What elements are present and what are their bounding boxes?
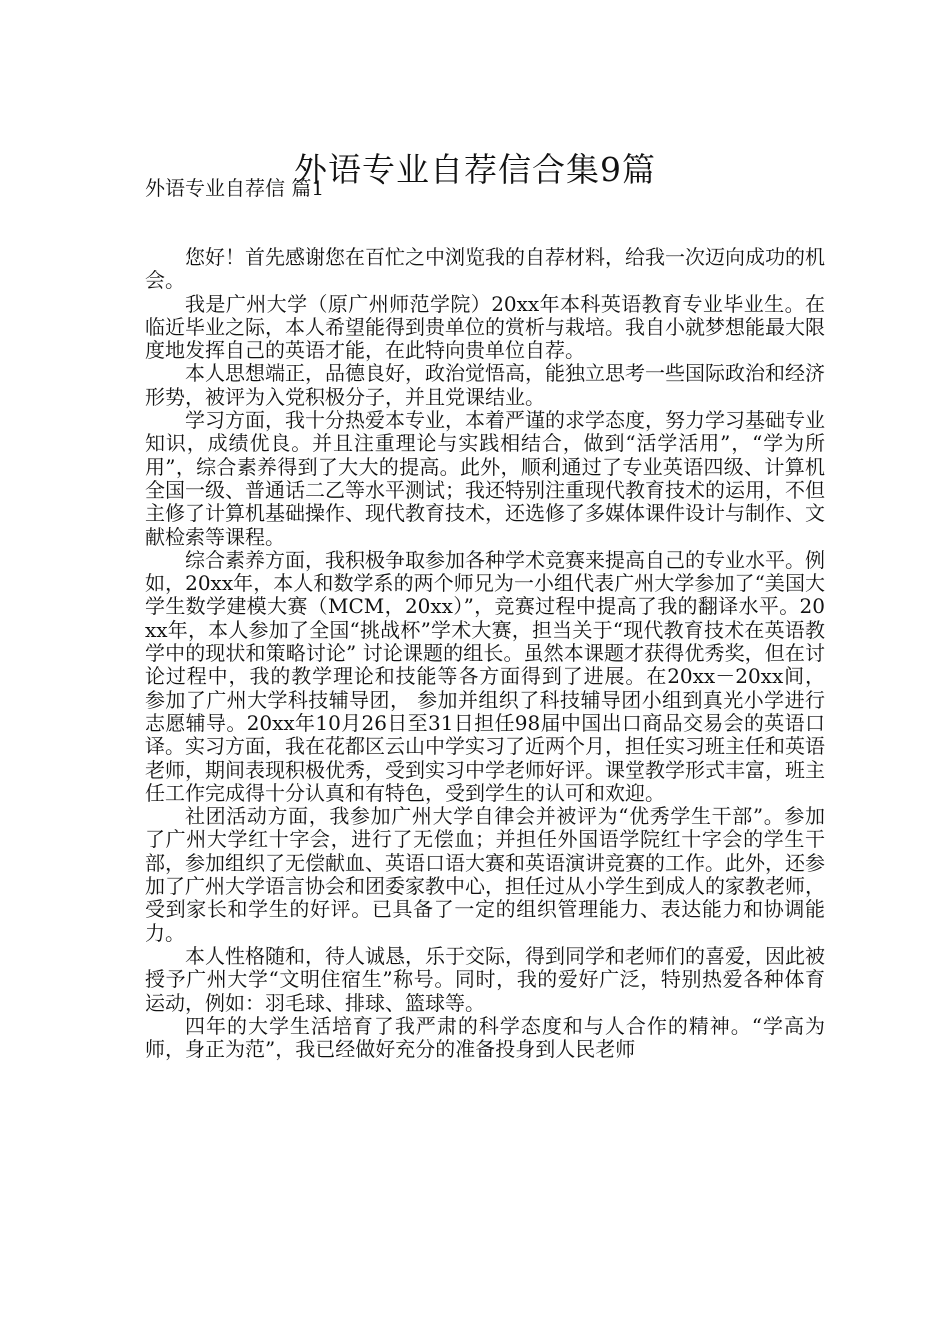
section-heading: 外语专业自荐信 篇1 xyxy=(145,176,325,200)
paragraph-greeting: 您好！首先感谢您在百忙之中浏览我的自荐材料，给我一次迈向成功的机会。 xyxy=(145,245,825,293)
paragraph-conclusion: 四年的大学生活培育了我严肃的科学态度和与人合作的精神。“学高为师，身正为范”，我已经做好充分的准备投身到人民老师 xyxy=(145,1013,825,1062)
paragraph-activities: 社团活动方面，我参加广州大学自律会并被评为“优秀学生干部”。参加了广州大学红十字会，进行了无偿血；并担任外国语学院红十字会的学生干部，参加组织了无偿献血、英语口语大赛和英语演讲竞赛的工作。此外，还参加了广州大学语言协会和团委家教中心，担任过从小学生到成人的家教老师，受到家长和学生的好评。已具备了一定的组织管理能力、表达能力和协调能力。 xyxy=(145,804,825,945)
paragraph-study: 学习方面，我十分热爱本专业，本着严谨的求学态度，努力学习基础专业知识，成绩优良。并且注重理论与实践相结合，做到“活学活用”，“学为所用”，综合素养得到了大大的提高。此外，顺利通过了专业英语四级、计算机全国一级、普通话二乙等水平测试；我还特别注重现代教育技术的运用，不但主修了计算机基础操作、现代教育技术，还选修了多媒体课件设计与制作、文献检索等课程。 xyxy=(145,408,825,549)
paragraph-competencies: 综合素养方面，我积极争取参加各种学术竞赛来提高自己的专业水平。例如，20xx年，本人和数学系的两个师兄为一小组代表广州大学参加了“美国大学生数学建模大赛（MCM，20xx）”，竞赛过程中提高了我的翻译水平。20xx年，本人参加了全国“挑战杯”学术大赛，担当关于“现代教育技术在英语教学中的现状和策略讨论” 讨论课题的组长。虽然本课题才获得优秀奖，但在讨论过程中，我的教学理论和技能等各方面得到了进展。在20xx－20xx间， 参加了广州大学科技辅导团， 参加并组织了科技辅导团小组到真光小学进行志愿辅导。20xx年10月26日至31日担任98届中国出口商品交易会的英语口译。实习方面，我在花都区云山中学实习了近两个月，担任实习班主任和英语老师，期间表现积极优秀，受到实习中学老师好评。课堂教学形式丰富，班主任工作完成得十分认真和有特色，受到学生的认可和欢迎。 xyxy=(145,547,825,805)
paragraph-character: 本人思想端正，品德良好，政治觉悟高，能独立思考一些国际政治和经济形势，被评为入党积极分子，并且党课结业。 xyxy=(145,361,825,409)
letter-body xyxy=(145,246,825,1061)
paragraph-introduction: 我是广州大学（原广州师范学院）20xx年本科英语教育专业毕业生。在临近毕业之际，本人希望能得到贵单位的赏析与栽培。我自小就梦想能最大限度地发挥自己的英语才能，在此特向贵单位自荐。 xyxy=(145,291,825,363)
paragraph-personality: 本人性格随和，待人诚恳，乐于交际，得到同学和老师们的喜爱，因此被授予广州大学“文明住宿生”称号。同时，我的爱好广泛，特别热爱各种体育运动，例如：羽毛球、排球、篮球等。 xyxy=(145,943,825,1015)
document-title: 外语专业自荐信合集9篇 xyxy=(294,150,656,190)
